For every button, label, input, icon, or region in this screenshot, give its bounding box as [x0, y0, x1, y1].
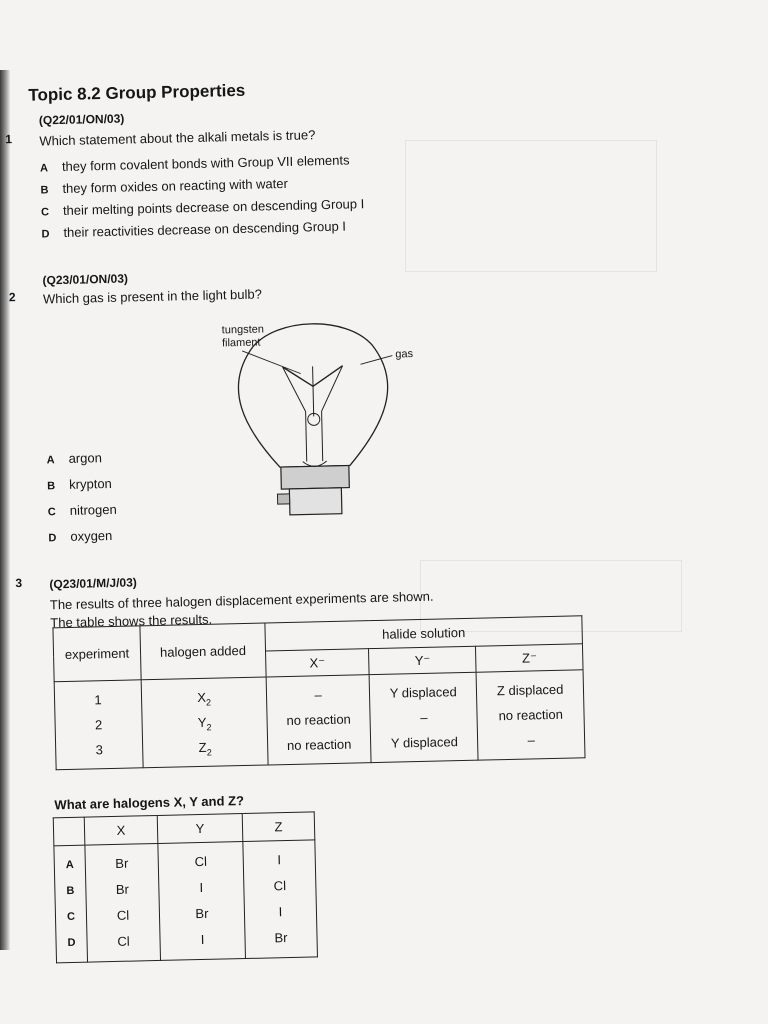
answers-x-cell — [85, 843, 161, 962]
experiment-2: 2 — [94, 717, 103, 733]
y-result-1: Y displaced — [389, 684, 457, 701]
z-result-2: no reaction — [498, 706, 564, 724]
answers-letter-header — [53, 817, 85, 846]
q1-option-b: B they form oxides on reacting with water — [40, 175, 289, 197]
page-title: Topic 8.2 Group Properties — [28, 80, 246, 105]
answers-z-cell — [243, 840, 318, 959]
q2-option-b: B krypton — [47, 475, 112, 493]
answers-header-z: Z — [242, 812, 315, 842]
q2-option-a: A argon — [46, 450, 103, 467]
q3-question: What are halogens X, Y and Z? — [54, 793, 245, 813]
answers-header-x: X — [84, 815, 158, 845]
answer-d-z: Br — [274, 930, 288, 946]
x-result-3: no reaction — [286, 736, 352, 754]
col-x-halide: X⁻ — [266, 649, 370, 677]
y-result-2: – — [420, 709, 428, 725]
x-result-1: – — [314, 687, 322, 703]
halogen-2: $Y_2$ — [197, 714, 212, 733]
q1-number: 1 — [5, 132, 13, 147]
z-result-3: – — [527, 732, 536, 748]
z-result-1: Z displaced — [496, 681, 564, 699]
answers-header-y: Y — [157, 814, 243, 844]
filament-label-line1: tungsten — [221, 323, 265, 337]
answers-y-cell — [158, 842, 246, 961]
experiment-1: 1 — [94, 692, 102, 708]
gas-label: gas — [395, 348, 414, 361]
page-edge-shadow — [0, 70, 13, 950]
col-y-halide: Y⁻ — [369, 646, 477, 674]
q2-code: (Q23/01/ON/03) — [42, 271, 129, 288]
answer-letter-a: A — [65, 858, 74, 872]
x-result-cell — [266, 675, 371, 765]
experiment-cell — [54, 680, 143, 770]
answer-letter-d: D — [67, 936, 76, 950]
col-z-halide: Z⁻ — [476, 644, 583, 672]
answer-a-x: Br — [115, 855, 129, 871]
halogen-results-table — [52, 615, 585, 770]
q2-text: Which gas is present in the light bulb? — [42, 286, 263, 307]
y-result-3: Y displaced — [390, 734, 459, 751]
q1-option-d: D their reactivities decrease on descending Group I — [41, 218, 347, 241]
z-result-cell — [476, 670, 585, 760]
q3-code: (Q23/01/M/J/03) — [49, 575, 137, 592]
q1-option-a: A they form covalent bonds with Group VII elements — [39, 152, 350, 175]
q1-option-c: C their melting points decrease on descending Group I — [40, 196, 365, 219]
col-halide-solution: halide solution — [265, 616, 583, 651]
q1-code: (Q22/01/ON/03) — [38, 111, 125, 128]
q2-option-c: C nitrogen — [47, 501, 117, 519]
answer-d-y: I — [200, 931, 205, 948]
answer-b-y: I — [199, 879, 204, 896]
halogen-cell — [141, 677, 268, 768]
q1-text: Which statement about the alkali metals is true? — [39, 127, 316, 149]
answer-c-y: Br — [195, 905, 209, 922]
worksheet-page — [5, 67, 617, 1000]
halogen-3: $Z_2$ — [198, 739, 212, 758]
q3-text-line1: The results of three halogen displacement experiments are shown. — [49, 588, 434, 613]
q3-text-line2: The table shows the results. — [50, 611, 213, 631]
answer-letter-c: C — [66, 910, 76, 924]
answer-c-z: I — [278, 904, 283, 920]
answer-d-x: Cl — [117, 933, 130, 949]
answer-b-x: Br — [115, 881, 130, 897]
q3-number: 3 — [15, 575, 23, 591]
answers-letters-cell — [54, 845, 88, 963]
x-result-2: no reaction — [286, 711, 351, 729]
light-bulb-diagram — [181, 308, 446, 554]
answer-letter-b: B — [66, 884, 75, 898]
answer-a-z: I — [277, 852, 282, 868]
answer-options-table — [53, 811, 318, 963]
answer-b-z: Cl — [273, 878, 287, 894]
answer-a-y: Cl — [194, 853, 208, 870]
y-result-cell — [369, 672, 478, 762]
q2-option-d: D oxygen — [48, 527, 113, 545]
q2-number: 2 — [8, 290, 16, 305]
col-halogen-added: halogen added — [140, 623, 266, 680]
filament-label-line2: filament — [221, 336, 261, 350]
experiment-3: 3 — [95, 742, 103, 758]
answer-c-x: Cl — [116, 907, 130, 923]
col-experiment: experiment — [53, 626, 141, 682]
halogen-1: $X_2$ — [197, 689, 212, 708]
